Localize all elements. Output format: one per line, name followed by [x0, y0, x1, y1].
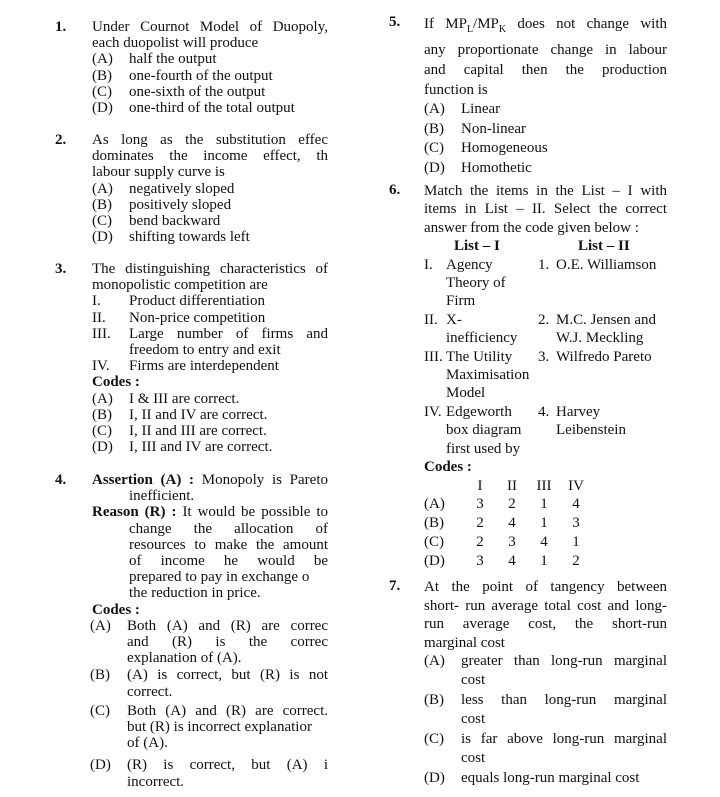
question-text: short- run average total cost and long-: [424, 597, 667, 614]
text: 1: [572, 533, 580, 550]
question-number: 1.: [55, 19, 67, 35]
question-text: items in List – II. Select the correct: [424, 201, 667, 218]
match-row: [424, 256, 656, 311]
block: [556, 403, 656, 458]
text: shifting towards left: [129, 229, 250, 246]
text: freedom to entry and exit: [129, 342, 281, 359]
text: Both (A) and (R) are correct.: [127, 702, 328, 719]
text: (B): [92, 406, 112, 423]
text: bend backward: [129, 213, 221, 230]
option-b: [424, 691, 667, 728]
block: [92, 472, 328, 790]
block: [424, 237, 656, 458]
text: Non-linear: [461, 120, 526, 137]
text: Model: [446, 385, 486, 402]
codes-header: [424, 477, 592, 496]
text: L: [466, 24, 474, 35]
question-number: 4.: [55, 472, 67, 488]
text: I, III and IV are correct.: [129, 439, 273, 456]
text: greater than long-run marginal: [461, 653, 667, 669]
text: (C): [92, 83, 112, 100]
text: (D): [92, 439, 113, 456]
text: III: [536, 477, 552, 494]
text: Theory of: [446, 275, 506, 292]
question-number: 6.: [389, 182, 401, 198]
option-c: [92, 84, 328, 100]
text: (D): [424, 159, 445, 176]
question-text: run average cost, the short-run: [424, 616, 667, 632]
block: [424, 182, 667, 570]
codes-table: [424, 477, 592, 571]
text: The Utility: [446, 348, 513, 365]
text: O.E. Williamson: [556, 256, 657, 273]
text: resources to make the amount: [129, 536, 328, 553]
text: If MP: [424, 16, 467, 32]
text: Wilfredo Pareto: [556, 348, 652, 365]
block: [424, 237, 656, 255]
text: cost: [461, 749, 486, 766]
text: Both (A) and (R) are correc: [127, 617, 328, 634]
text: (C): [90, 702, 110, 719]
text: X-: [446, 311, 462, 328]
text: 3: [476, 552, 484, 569]
text: Product differentiation: [129, 293, 265, 310]
reason-cont: [92, 537, 328, 553]
text: (B): [424, 692, 444, 708]
codes-label: Codes :: [92, 374, 140, 391]
text: 2: [476, 533, 484, 550]
text: the reduction in price.: [129, 585, 261, 602]
text: incorrect.: [127, 773, 185, 790]
text: Homogeneous: [461, 140, 548, 156]
block: [424, 578, 667, 788]
text: 3: [476, 496, 484, 513]
question-number: 3.: [55, 261, 67, 277]
text: (A): [92, 180, 113, 197]
text: (C): [424, 731, 444, 747]
block: [127, 757, 328, 789]
text: 3: [508, 533, 516, 550]
text: Edgeworth: [446, 403, 512, 420]
text: 1: [540, 552, 548, 569]
block: [127, 667, 328, 699]
match-table: [424, 237, 656, 458]
option-d: [424, 159, 667, 179]
text: Monopoly is Pareto: [201, 472, 328, 488]
text: 1: [540, 515, 548, 532]
text: less than long-run marginal: [461, 692, 667, 708]
block: [127, 703, 328, 752]
option-d: [90, 757, 328, 789]
text: Linear: [461, 101, 501, 117]
option-a: [92, 391, 328, 407]
question-text: At the point of tangency between: [424, 579, 667, 595]
assertion: [92, 472, 328, 488]
text: 4.: [538, 403, 550, 420]
option-b: [92, 407, 328, 423]
text: (B): [92, 67, 112, 84]
text: box diagram: [446, 422, 522, 439]
statement-i: [92, 293, 328, 309]
text: one-sixth of the output: [129, 83, 266, 100]
option-b: [424, 120, 667, 140]
text: and (R) is the correc: [127, 634, 328, 651]
text: I: [477, 477, 483, 494]
question-text: answer from the code given below :: [424, 219, 639, 236]
text: I.: [424, 256, 433, 273]
text: first used by: [446, 440, 521, 457]
match-row: [424, 348, 656, 403]
text: Maximisation: [446, 367, 530, 384]
text: (A) is correct, but (R) is not: [127, 667, 328, 684]
text: I.: [92, 293, 101, 310]
question-text: Match the items in the List – I with: [424, 183, 667, 199]
text: I & III are correct.: [129, 390, 240, 407]
text: Firms are interdependent: [129, 358, 279, 375]
text: M.C. Jensen and: [556, 311, 656, 328]
question-text: Under Cournot Model of Duopoly,: [92, 19, 328, 35]
option-b: [92, 197, 328, 213]
list-1-header: List – I: [454, 238, 500, 255]
text: prepared to pay in exchange o: [129, 569, 310, 586]
list-2-header: List – II: [578, 238, 630, 255]
match-row: [424, 311, 656, 348]
text: Reason (R) :: [92, 504, 177, 521]
text: inefficiency: [446, 330, 518, 347]
text: W.J. Meckling: [556, 330, 644, 347]
text: Harvey: [556, 403, 601, 420]
text: of income he would be: [129, 553, 328, 570]
text: negatively sloped: [129, 180, 235, 197]
text: (A): [424, 653, 445, 669]
question-text: The distinguishing characteristics of: [92, 261, 328, 277]
code-row-a: [424, 495, 592, 514]
block: [446, 311, 538, 348]
text: I, II and IV are correct.: [129, 406, 268, 423]
block: [92, 261, 328, 455]
question-number: 5.: [389, 14, 401, 30]
text: [92, 342, 129, 358]
text: It would be possible to: [182, 504, 329, 521]
codes-label: Codes :: [424, 459, 472, 476]
question-text: each duopolist will produce: [92, 35, 259, 52]
block: [446, 348, 538, 403]
text: (D): [92, 229, 113, 246]
block: [461, 652, 667, 689]
text: but (R) is incorrect explanatior: [127, 719, 312, 736]
text: does not change with: [506, 16, 667, 32]
question-number: 2.: [55, 132, 67, 148]
text: cost: [461, 710, 486, 727]
block: [424, 477, 592, 571]
option-c: [424, 730, 667, 767]
text: 3: [572, 515, 580, 532]
statement-iv: [92, 358, 328, 374]
question-text: monopolistic competition are: [92, 277, 268, 294]
code-row-b: [424, 514, 592, 533]
code-row-c: [424, 533, 592, 552]
option-a: [90, 618, 328, 667]
text: K: [498, 24, 507, 35]
text: 1: [540, 496, 548, 513]
text: (C): [424, 140, 444, 156]
text: (A): [92, 390, 113, 407]
option-c: [90, 703, 328, 752]
text: II.: [92, 309, 106, 326]
text: 4: [572, 496, 580, 513]
reason-cont: [92, 585, 328, 601]
option-d: [92, 100, 328, 116]
text: change the allocation of: [129, 520, 328, 537]
statement-iii-cont: [92, 342, 328, 358]
text: Assertion (A) :: [92, 472, 195, 488]
text: (C): [92, 423, 112, 440]
text: half the output: [129, 51, 217, 68]
text: (B): [424, 515, 444, 532]
block: [461, 691, 667, 728]
text: II.: [424, 311, 438, 328]
block: [556, 348, 656, 403]
text: is far above long-run marginal: [461, 731, 667, 747]
text: correct.: [127, 683, 173, 700]
text: II: [507, 477, 517, 494]
option-d: [92, 229, 328, 245]
text: Firm: [446, 293, 476, 310]
block: [127, 618, 328, 667]
block: [556, 256, 656, 311]
block: [92, 19, 328, 116]
text: (C): [92, 213, 112, 230]
text: 4: [540, 533, 548, 550]
option-c: [92, 213, 328, 229]
text: Agency: [446, 256, 493, 273]
question-text: function is: [424, 82, 488, 98]
text: (D): [92, 100, 113, 117]
text: 2.: [538, 311, 550, 328]
option-a: [92, 51, 328, 67]
text: 2: [508, 496, 516, 513]
text: (C): [424, 533, 444, 550]
text: 1.: [538, 256, 550, 273]
text: 4: [508, 552, 516, 569]
question-text: any proportionate change in labour: [424, 42, 667, 58]
option-d: [424, 769, 667, 788]
text: (B): [92, 196, 112, 213]
statement-iii: [92, 326, 328, 342]
reason: [92, 504, 328, 520]
block: [424, 477, 464, 496]
text: positively sloped: [129, 196, 232, 213]
text: I, II and III are correct.: [129, 423, 267, 440]
match-row: [424, 403, 656, 458]
text: (D): [424, 552, 445, 569]
text: (A): [92, 51, 113, 68]
option-a: [424, 100, 667, 120]
text: cost: [461, 671, 486, 688]
text: (B): [424, 120, 444, 137]
text: /MP: [473, 16, 499, 32]
text: Leibenstein: [556, 422, 626, 439]
text: one-third of the total output: [129, 100, 295, 117]
text: of (A).: [127, 735, 168, 752]
reason-cont: [92, 521, 328, 537]
code-row-d: [424, 552, 592, 571]
statement-ii: [92, 310, 328, 326]
text: (D): [90, 757, 111, 774]
reason-cont: [92, 553, 328, 569]
block: [446, 256, 538, 311]
assertion-cont: inefficient.: [129, 488, 195, 505]
text: equals long-run marginal cost: [461, 770, 640, 786]
option-b: [90, 667, 328, 699]
block: [461, 730, 667, 767]
question-text: and capital then the production: [424, 62, 667, 78]
text: 2: [572, 552, 580, 569]
text: 4: [508, 515, 516, 532]
question-text: marginal cost: [424, 634, 505, 651]
text: (B): [90, 667, 110, 684]
text: Non-price competition: [129, 309, 266, 326]
block: [424, 14, 667, 178]
option-d: [92, 439, 328, 455]
block: [92, 132, 328, 245]
text: Homothetic: [461, 159, 532, 176]
question-text: As long as the substitution effec: [92, 132, 328, 148]
reason-cont: [92, 569, 328, 585]
block: [556, 311, 656, 348]
question-number: 7.: [389, 578, 401, 594]
question-text: [424, 14, 667, 40]
text: 2: [476, 515, 484, 532]
text: 3.: [538, 348, 550, 365]
text: (A): [424, 496, 445, 513]
option-a: [424, 652, 667, 689]
option-b: [92, 68, 328, 84]
text: IV.: [424, 403, 442, 420]
text: IV.: [92, 358, 110, 375]
text: (A): [90, 617, 111, 634]
text: III.: [92, 325, 111, 342]
question-text: dominates the income effect, th: [92, 148, 328, 165]
option-a: [92, 181, 328, 197]
text: explanation of (A).: [127, 650, 242, 667]
option-c: [424, 139, 667, 159]
question-text: labour supply curve is: [92, 164, 225, 181]
text: III.: [424, 348, 443, 365]
option-c: [92, 423, 328, 439]
block: [424, 100, 667, 178]
text: IV: [568, 477, 584, 494]
codes-label: Codes :: [92, 601, 140, 618]
block: [446, 403, 538, 458]
text: Large number of firms and: [129, 325, 328, 342]
text: (D): [424, 770, 445, 786]
text: (R) is correct, but (A) i: [127, 757, 328, 774]
text: one-fourth of the output: [129, 67, 273, 84]
text: (A): [424, 101, 445, 117]
